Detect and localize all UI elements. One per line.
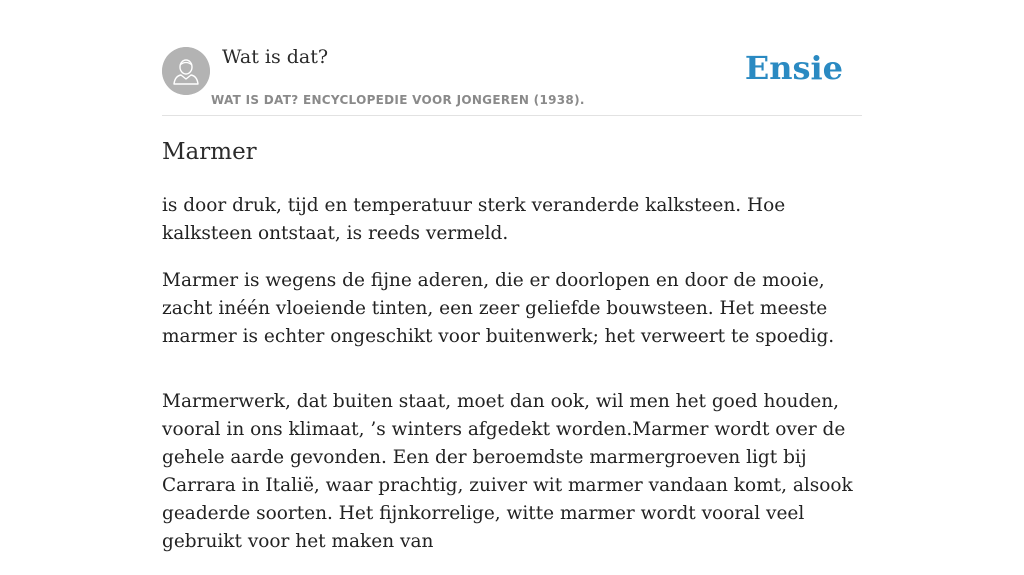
source-header [162,0,862,116]
article-paragraph: is door druk, tijd en temperatuur sterk veranderde kalksteen. Hoe kalksteen ontstaat, is reeds vermeld. [162,195,786,244]
page-container [162,0,862,552]
source-subtitle[interactable]: WAT IS DAT? ENCYCLOPEDIE VOOR JONGEREN (1938). [211,93,585,107]
article-body [162,192,862,575]
source-title[interactable]: Wat is dat? [222,46,329,68]
brand-logo[interactable]: Ensie [744,49,843,87]
article-title: Marmer [162,139,257,165]
article-paragraph: Marmer is wegens de fijne aderen, die er doorlopen en door de mooie, zacht inéén vloeiende tinten, een zeer geliefde bouwsteen. Het meeste marmer is echter ongeschikt voor buitenwerk; het verweert te spoedig. [162,270,835,347]
user-silhouette-icon[interactable] [162,47,210,95]
article-paragraph: Marmerwerk, dat buiten staat, moet dan ook, wil men het goed houden, vooral in ons klimaat, ’s winters afgedekt worden.Marmer wordt over de gehele aarde gevonden. Een der beroemdste marmergroeven ligt bij Carrara in Italië, waar prachtig, zuiver wit marmer vandaan komt, alsook geaderde soorten. Het fijnkorrelige, witte marmer wordt vooral veel gebruikt voor het maken van [162,391,853,552]
